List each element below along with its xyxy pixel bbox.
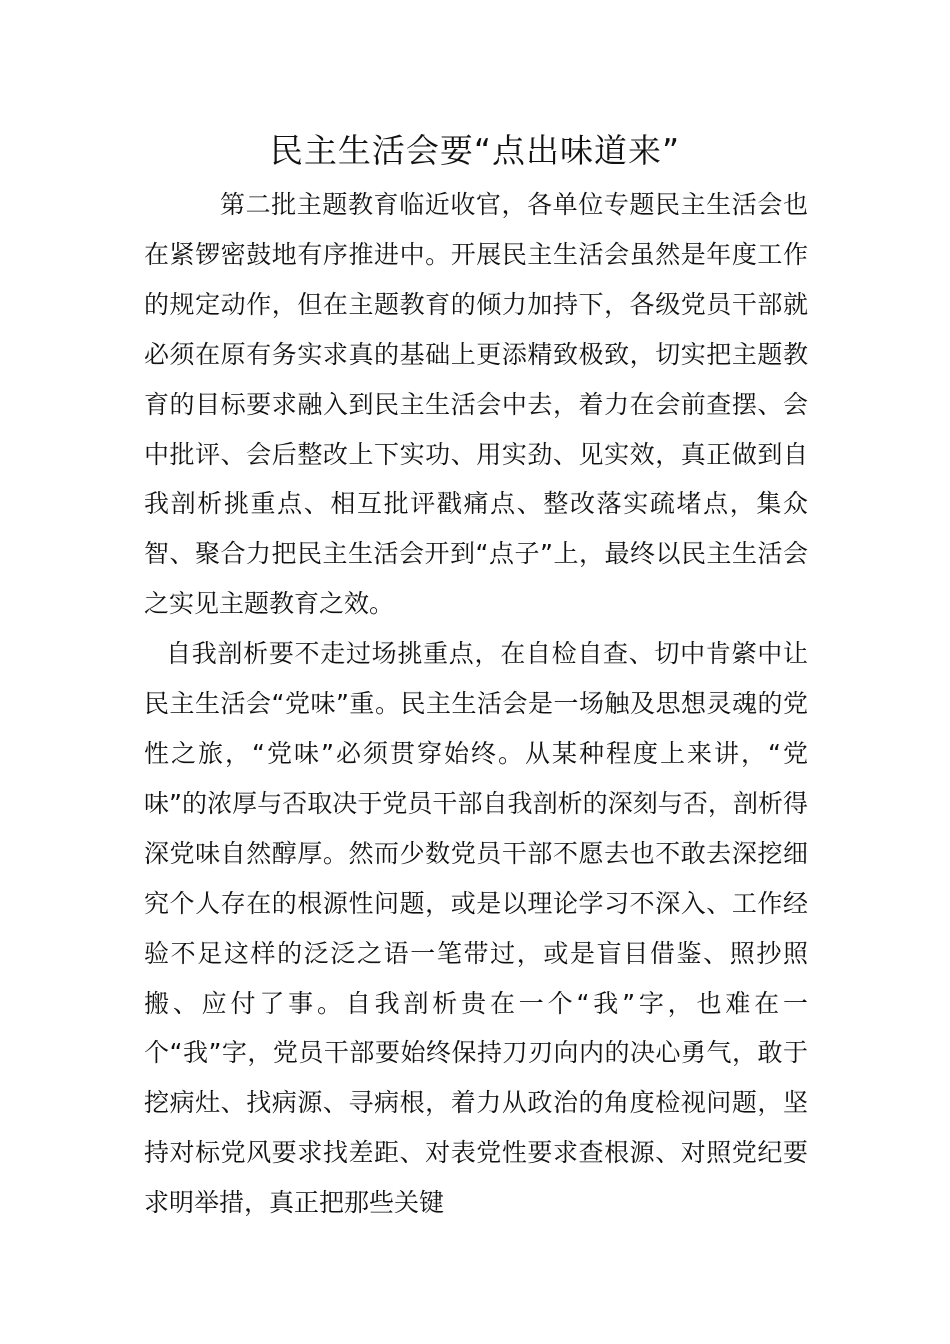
paragraph-1: 第二批主题教育临近收官，各单位专题民主生活会也在紧锣密鼓地有序推进中。开展民主生活会虽然是年度工作的规定动作，但在主题教育的倾力加持下，各级党员干部就必须在原有务实求真的基础上更添精致极致，切实把主题教育的目标要求融入到民主生活会中去，着力在会前查摆、会中批评、会后整改上下实功、用实劲、见实效，真正做到自我剖析挑重点、相互批评戳痛点、整改落实疏堵点，集众智、聚合力把民主生活会开到“点子”上，最终以民主生活会之实见主题教育之效。 xyxy=(144,190,808,619)
document-title: 民主生活会要“点出味道来” xyxy=(269,131,681,170)
paragraph-2: 自我剖析要不走过场挑重点，在自检自查、切中肯綮中让民主生活会“党味”重。民主生活会是一场触及思想灵魂的党性之旅，“党味”必须贯穿始终。从某种程度上来讲，“党味”的浓厚与否取决于党员干部自我剖析的深刻与否，剖析得深党味自然醇厚。然而少数党员干部不愿去也不敢去深挖细究个人存在的根源性问题，或是以理论学习不深入、工作经验不足这样的泛泛之语一笔带过，或是盲目借鉴、照抄照搬、应付了事。自我剖析贵在一个“我”字，也难在一个“我”字，党员干部要始终保持刀刃向内的决心勇气，敢于挖病灶、找病源、寻病根，着力从政治的角度检视问题，坚持对标党风要求找差距、对表党性要求查根源、对照党纪要求明举措，真正把那些关键 xyxy=(144,639,808,1218)
document-body xyxy=(144,180,808,1228)
